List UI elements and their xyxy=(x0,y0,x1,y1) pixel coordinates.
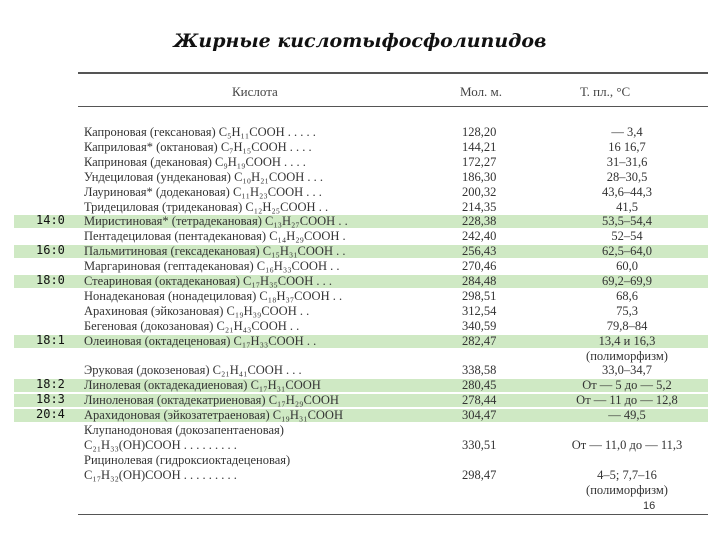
melting-point-cell: 4–5; 7,7–16 xyxy=(597,467,657,482)
acid-name-cell: Миристиновая* (тетрадекановая) C₁₃H₂₇COOH . . xyxy=(84,214,348,229)
melting-point-cell: 33,0–34,7 xyxy=(602,363,652,378)
molar-mass-cell: 284,48 xyxy=(462,274,497,288)
melting-point-cell: 69,2–69,9 xyxy=(602,274,652,288)
acid-name-cell: Тридециловая (тридекановая) C₁₂H₂₅COOH . . xyxy=(84,199,329,214)
molar-mass-cell: 278,44 xyxy=(462,393,497,408)
fatty-acid-notation-tag: 20:4 xyxy=(36,407,65,422)
fatty-acid-notation-tag: 18:0 xyxy=(36,273,65,287)
melting-point-cell: 68,6 xyxy=(616,288,638,303)
column-header-molar-mass: Мол. м. xyxy=(460,84,503,99)
acid-name-cell: Каприловая* (октановая) C₇H₁₅COOH . . . . xyxy=(84,139,312,154)
page-number: 16 xyxy=(643,500,656,512)
acid-name-cell: Арахиновая (эйкозановая) C₁₉H₃₉COOH . . xyxy=(84,303,310,318)
acid-name-cell: Клупанодоновая (докозапентаеновая) xyxy=(84,423,284,437)
melting-point-cell: (полиморфизм) xyxy=(586,482,668,497)
fatty-acid-notation-tag: 16:0 xyxy=(36,243,65,258)
molar-mass-cell: 340,59 xyxy=(462,318,497,333)
acid-name-cell: Пентадециловая (пентадекановая) C₁₄H₂₉COOH . xyxy=(84,229,346,244)
molar-mass-cell: 298,51 xyxy=(462,288,497,303)
acid-name-cell: Эруковая (докозеновая) C₂₁H₄₁COOH . . . xyxy=(84,363,302,378)
melting-point-cell: 41,5 xyxy=(616,199,638,214)
column-header-acid: Кислота xyxy=(232,84,278,99)
acid-name-cell: Олеиновая (октадеценовая) C₁₇H₃₃COOH . . xyxy=(84,333,317,348)
acid-name-cell: Нонадекановая (нонадециловая) C₁₈H₃₇COOH . . xyxy=(84,288,343,303)
molar-mass-cell: 330,51 xyxy=(462,437,497,452)
molar-mass-cell: 270,46 xyxy=(462,259,497,274)
melting-point-cell: — 3,4 xyxy=(611,125,643,139)
acid-name-cell: C₂₁H₃₃(OH)COOH . . . . . . . . . xyxy=(84,437,237,452)
molar-mass-cell: 312,54 xyxy=(462,303,497,318)
melting-point-cell: От — 11 до — 12,8 xyxy=(576,393,678,408)
acid-name-cell: Маргариновая (гептадекановая) C₁₆H₃₃COOH . . xyxy=(84,259,340,274)
acid-name-cell: C₁₇H₃₂(OH)COOH . . . . . . . . . xyxy=(84,467,237,482)
melting-point-cell: 31–31,6 xyxy=(606,154,648,169)
acid-name-cell: Каприновая (декановая) C₉H₁₉COOH . . . . xyxy=(84,154,306,169)
molar-mass-cell: 280,45 xyxy=(462,378,497,393)
acid-name-cell: Стеариновая (октадекановая) C₁₇H₃₅COOH . . . xyxy=(84,274,332,288)
melting-point-cell: 13,4 и 16,3 xyxy=(598,333,656,348)
molar-mass-cell: 214,35 xyxy=(462,199,497,214)
melting-point-cell: 75,3 xyxy=(616,303,638,318)
acid-name-cell: Капроновая (гексановая) C₅H₁₁COOH . . . . . xyxy=(84,125,316,139)
acid-name-cell: Бегеновая (докозановая) C₂₁H₄₃COOH . . xyxy=(84,318,300,333)
molar-mass-cell: 304,47 xyxy=(462,408,497,423)
molar-mass-cell: 298,47 xyxy=(462,467,497,482)
molar-mass-cell: 172,27 xyxy=(462,154,497,169)
fatty-acid-notation-tag: 18:1 xyxy=(36,332,65,347)
acid-name-cell: Ундециловая (ундекановая) C₁₀H₂₁COOH . . . xyxy=(84,169,324,184)
acid-name-cell: Пальмитиновая (гексадекановая) C₁₅H₃₁COOH . . xyxy=(84,244,346,259)
melting-point-cell: 43,6–44,3 xyxy=(602,184,652,199)
table-bottom-rule xyxy=(78,514,708,515)
molar-mass-cell: 228,38 xyxy=(462,214,497,229)
melting-point-cell: От — 5 до — 5,2 xyxy=(582,378,672,393)
fatty-acid-notation-tag: 14:0 xyxy=(36,213,65,228)
molar-mass-cell: 256,43 xyxy=(462,244,497,259)
molar-mass-cell: 242,40 xyxy=(462,229,497,244)
acid-name-cell: Рицинолевая (гидроксиоктадеценовая) xyxy=(84,452,291,467)
molar-mass-cell: 338,58 xyxy=(462,363,497,378)
fatty-acid-notation-tag: 18:3 xyxy=(36,392,65,407)
molar-mass-cell: 144,21 xyxy=(462,139,497,154)
melting-point-cell: 62,5–64,0 xyxy=(602,244,652,259)
melting-point-cell: 28–30,5 xyxy=(606,169,648,184)
melting-point-cell: 16 16,7 xyxy=(608,139,646,154)
acid-name-cell: Линолевая (октадекадиеновая) C₁₇H₃₁COOH xyxy=(84,378,321,393)
melting-point-cell: (полиморфизм) xyxy=(586,348,668,363)
column-header-melting-point: Т. пл., °С xyxy=(580,84,631,99)
molar-mass-cell: 282,47 xyxy=(462,333,497,348)
melting-point-cell: 52–54 xyxy=(611,229,643,244)
acid-name-cell: Линоленовая (октадекатриеновая) C₁₇H₂₉COOH xyxy=(84,393,339,408)
acid-name-cell: Арахидоновая (эйкозатетраеновая) C₁₉H₃₁COOH xyxy=(84,408,343,423)
melting-point-cell: От — 11,0 до — 11,3 xyxy=(571,437,683,452)
molar-mass-cell: 200,32 xyxy=(462,184,497,199)
melting-point-cell: 60,0 xyxy=(616,259,638,274)
melting-point-cell: 53,5–54,4 xyxy=(602,214,652,229)
slide-title: Жирные кислотыфосфолипидов xyxy=(173,30,547,52)
melting-point-cell: 79,8–84 xyxy=(606,318,648,333)
molar-mass-cell: 186,30 xyxy=(462,169,497,184)
molar-mass-cell: 128,20 xyxy=(462,125,497,139)
fatty-acid-notation-tag: 18:2 xyxy=(36,377,65,392)
acid-name-cell: Лауриновая* (додекановая) C₁₁H₂₃COOH . . . xyxy=(84,184,322,199)
melting-point-cell: — 49,5 xyxy=(608,408,646,423)
